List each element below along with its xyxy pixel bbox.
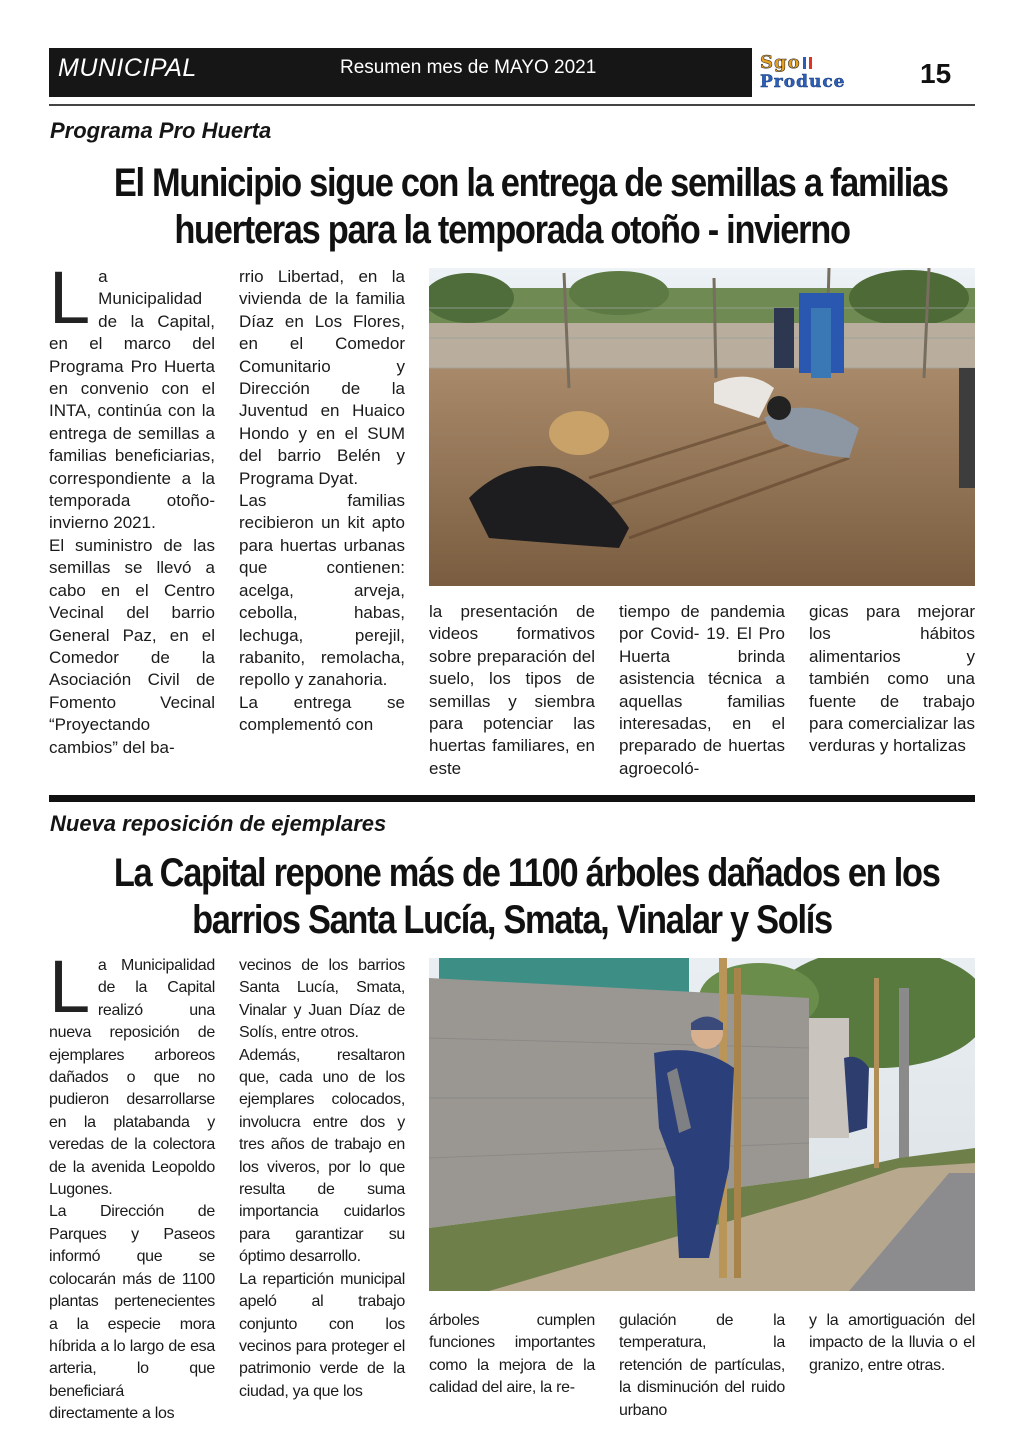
article2-paragraph-8: y la amortiguación del impacto de la lluvia o el granizo, entre otras.: [809, 1312, 975, 1374]
publication-logo: [760, 54, 900, 94]
article1-paragraph-3: rrio Libertad, en la vivienda de la familia Díaz en Los Flores, en el Comedor Comunitario y Dirección de la Juventud en Huaico Hondo y en el SUM del barrio Belén y Programa Dyat.: [239, 267, 405, 488]
article2-paragraph-1: a Municipalidad de la Capital realizó una nueva reposición de ejemplares arboreos dañados o que no pudieron desarrollarse en la platabanda y veredas de la colectora de la avenida Leopoldo Lugones.: [49, 957, 215, 1199]
garden-photo-image: [429, 268, 975, 586]
article1-kicker: Programa Pro Huerta: [50, 118, 272, 143]
garden-photo: [429, 268, 975, 586]
article1-paragraph-4: Las familias recibieron un kit apto para huertas urbanas que contienen: acelga, arveja, cebolla, habas, lechuga, perejil, rabanito, remolacha, repollo y zanahoria.: [239, 491, 405, 690]
article1-column-2: [239, 266, 405, 737]
article1-paragraph-2: El suministro de las semillas se llevó a cabo en el Centro Vecinal del barrio General Paz, en el Comedor de la Asociación Civil de Fomento Vecinal “Proyectando cambios” del ba-: [49, 535, 215, 757]
logo-top-text: Sgo: [760, 52, 801, 73]
tree-planting-photo-image: [429, 958, 975, 1291]
article2-paragraph-2: La Dirección de Parques y Paseos informó que se colocarán más de 1100 plantas pertenecientes a la especie mora híbrida a lo largo de esa arteria, lo que beneficiará directamente a los: [49, 1203, 215, 1423]
article2-dropcap: L: [49, 945, 90, 1028]
article2-headline-line1: La Capital repone más de 1100 árboles dañados en los: [113, 851, 940, 895]
article2-column-1: [49, 945, 215, 1426]
article2-paragraph-7: gulación de la temperatura, la retención de partículas, la disminución del ruido urbano: [619, 1312, 785, 1419]
article2-paragraph-3: vecinos de los barrios Santa Lucía, Smata, Vinalar y Juan Díaz de Solís, entre otros.: [239, 957, 405, 1042]
section-title: MUNICIPAL: [58, 54, 197, 82]
section-divider: [49, 795, 975, 802]
article2-headline-line2: barrios Santa Lucía, Smata, Vinalar y Solís: [192, 898, 832, 942]
article1-headline: [113, 160, 948, 254]
article1-headline-line2: huerteras para la temporada otoño - invierno: [174, 208, 850, 252]
article2-kicker: Nueva reposición de ejemplares: [50, 811, 387, 836]
article2-headline: [113, 850, 940, 944]
article1-column-5: [809, 601, 975, 758]
article2-column-3: [429, 1310, 595, 1400]
article1-paragraph-8: gicas para mejorar los hábitos alimentarios y también como una fuente de trabajo para comercializar las verduras y hortalizas: [809, 602, 975, 756]
article1-paragraph-6: la presentación de videos formativos sobre preparación del suelo, los tipos de semillas y siembra para potenciar las huertas familiares, en este: [429, 602, 595, 778]
tree-planting-photo: [429, 958, 975, 1291]
article2-column-4: [619, 1310, 785, 1422]
article1-paragraph-1: a Municipalidad de la Capital, en el marco del Programa Pro Huerta en convenio con el INTA, continúa con la entrega de semillas a familias beneficiarias, correspondiente a la temporada otoño-invierno 2021.: [49, 267, 215, 533]
issue-summary: Resumen mes de MAYO 2021: [340, 57, 597, 78]
logo-bottom-text: Produce: [760, 72, 846, 92]
article1-column-3: [429, 601, 595, 780]
page-number: 15: [920, 58, 952, 89]
article1-column-4: [619, 601, 785, 780]
article1-paragraph-5: La entrega se complementó con: [239, 692, 405, 735]
flag-icon: [803, 57, 812, 69]
article2-column-2: [239, 955, 405, 1403]
article1-paragraph-7: tiempo de pandemia por Covid- 19. El Pro Huerta brinda asistencia técnica a aquellas familias interesadas, en el preparado de huertas agroecoló-: [619, 602, 785, 778]
article2-paragraph-6: árboles cumplen funciones importantes como la mejora de la calidad del aire, la re-: [429, 1312, 595, 1397]
article1-dropcap: L: [49, 256, 91, 339]
article1-column-1: [49, 256, 215, 759]
article2-column-5: [809, 1310, 975, 1377]
article1-headline-line1: El Municipio sigue con la entrega de semillas a familias: [113, 161, 948, 205]
article2-paragraph-5: La repartición municipal apeló al trabajo conjunto con los vecinos para proteger el patrimonio verde de la ciudad, ya que los: [239, 1270, 405, 1400]
header-rule: [49, 104, 975, 106]
article2-paragraph-4: Además, resaltaron que, cada uno de los ejemplares colocados, involucra entre dos y tres años de trabajo en los viveros, por lo que resulta de suma importancia cuidarlos para garantizar su óptimo desarrollo.: [239, 1046, 405, 1266]
